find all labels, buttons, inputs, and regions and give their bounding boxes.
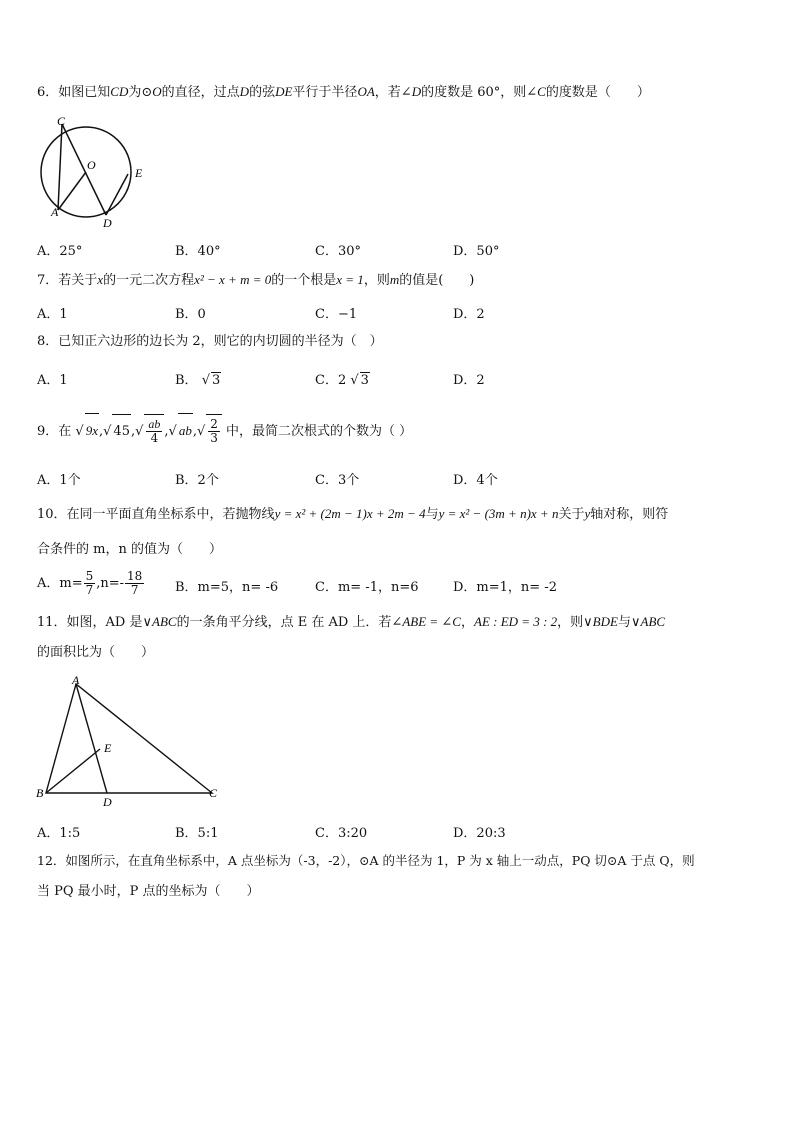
label-c: C <box>57 114 66 128</box>
q7-math: x = 1 <box>336 272 364 287</box>
q10-option-a-frac1-den: 7 <box>85 583 94 597</box>
q11-option-b[interactable]: B．5:1 <box>175 826 219 841</box>
q6-option-d[interactable]: D．50° <box>453 244 500 259</box>
q9-option-d[interactable]: D．4个 <box>453 473 498 488</box>
q6-math: ⊙O <box>141 84 162 99</box>
q10-option-a-frac2-num: 18 <box>127 569 143 583</box>
q11-option-a[interactable]: A．1:5 <box>37 826 81 841</box>
q7-stem <box>37 272 474 289</box>
q6-text: 的直径，过点 <box>161 85 240 100</box>
q8-number: 8． <box>37 334 59 349</box>
q9-option-b[interactable]: B．2个 <box>175 473 219 488</box>
q11-text: 与 <box>617 615 631 630</box>
q10-math: y <box>584 506 591 521</box>
q12-text: 如图所示，在直角坐标系中，A 点坐标为（-3，-2），⊙A 的半径为 1，P 为 x 轴上一动点，PQ 切⊙A 于点 Q，则 <box>65 853 695 868</box>
q9-options <box>37 469 757 488</box>
q11-text: ， <box>460 615 474 630</box>
segment-be <box>46 749 100 793</box>
label-a: A <box>51 205 59 219</box>
q11-option-d[interactable]: D．20:3 <box>453 826 506 841</box>
q7-option-d[interactable]: D．2 <box>453 307 485 322</box>
q11-option-c[interactable]: C．3:20 <box>315 826 368 841</box>
q6-math: ∠D <box>400 84 422 99</box>
q7-text: ，则 <box>363 273 390 288</box>
q6-stem <box>37 84 650 101</box>
q8-option-c[interactable]: C．2 √ 3 <box>315 373 369 388</box>
label-o: O <box>87 158 96 172</box>
label-e: E <box>135 166 143 180</box>
label-d: D <box>103 795 112 809</box>
q6-option-b[interactable]: B．40° <box>175 244 221 259</box>
q11-stem-line2: 的面积比为（ ） <box>37 645 155 660</box>
q10-equation-1: y = x² + (2m − 1)x + 2m − 4 <box>274 506 426 521</box>
q7-options <box>37 303 757 322</box>
q8-option-a[interactable]: A．1 <box>37 373 68 388</box>
q11-text: 的一条角平分线，点 E 在 AD 上．若 <box>176 615 392 630</box>
label-e: E <box>104 741 112 755</box>
q9-radical-4: ab <box>178 413 193 448</box>
q9-radical-5-num: 2 <box>210 417 218 431</box>
q7-text: 的一个根是 <box>271 273 337 288</box>
q6-circle-figure <box>36 112 156 230</box>
q6-text: 平行于半径 <box>292 85 358 100</box>
label-c: C <box>209 786 218 800</box>
q6-text: 的度数是（ ） <box>545 85 650 100</box>
q9-option-c[interactable]: C．3个 <box>315 473 360 488</box>
q6-text: 的弦 <box>249 85 276 100</box>
q9-radical-3-num: ab <box>148 417 161 431</box>
q9-number: 9． <box>37 424 59 439</box>
bisector-ad <box>76 684 107 793</box>
q6-text: 为 <box>128 85 142 100</box>
q9-option-a[interactable]: A．1个 <box>37 473 81 488</box>
q10-options <box>37 569 757 597</box>
q11-math: AE : ED = 3 : 2 <box>474 614 558 629</box>
q8-options <box>37 369 757 388</box>
q11-text: 如图，AD 是 <box>66 615 143 630</box>
q11-number: 11． <box>37 615 67 630</box>
q6-math: DE <box>275 84 293 99</box>
q6-text: ，若 <box>374 85 401 100</box>
q6-math: OA <box>357 84 375 99</box>
q6-math: CD <box>110 84 129 99</box>
q10-option-b[interactable]: B．m=5，n= -6 <box>175 580 279 595</box>
q10-option-a[interactable] <box>37 570 145 597</box>
label-d: D <box>103 216 112 230</box>
q8-text: 已知正六边形的边长为 2，则它的内切圆的半径为（ ） <box>58 334 383 349</box>
q10-text: 轴对称，则符 <box>590 507 669 522</box>
q9-stem: 9．在 √ 9x,√ 45,√ $\frac{ab}{4}$ ,√ ab,√ $\frac{2}{3}$ 中，最简二次根式的个数为（ ） <box>37 413 412 449</box>
q7-text: 的一元二次方程 <box>103 273 195 288</box>
q6-option-c[interactable]: C．30° <box>315 244 361 259</box>
q6-text: 如图已知 <box>58 85 111 100</box>
q8-option-c-label: C．2 <box>315 373 347 388</box>
q6-number: 6． <box>37 85 59 100</box>
q7-option-b[interactable]: B．0 <box>175 307 206 322</box>
q7-text: 若关于 <box>58 273 98 288</box>
q10-text: 在同一平面直角坐标系中，若抛物线 <box>66 507 275 522</box>
q10-option-d[interactable]: D．m=1，n= -2 <box>453 580 557 595</box>
triangle-abc <box>46 684 212 793</box>
q10-number: 10． <box>37 507 67 522</box>
q7-text: 的值是( ) <box>399 273 475 288</box>
q10-option-c[interactable]: C．m= -1，n=6 <box>315 580 419 595</box>
q8-option-b-label: B． <box>175 373 198 388</box>
q12-stem <box>37 853 695 869</box>
q8-option-c-radicand: 3 <box>360 373 369 388</box>
q10-stem <box>37 506 668 523</box>
q11-math: ∨BDE <box>583 614 618 629</box>
q11-math: ∨ABC <box>142 614 177 629</box>
q7-math: m <box>389 272 400 287</box>
q8-option-d[interactable]: D．2 <box>453 373 485 388</box>
q8-stem <box>37 334 383 350</box>
q9-text: 中，最简二次根式的个数为（ ） <box>226 424 413 439</box>
q10-option-a-frac1-num: 5 <box>85 569 94 583</box>
q7-option-c[interactable]: C．−1 <box>315 307 358 322</box>
q10-option-a-frac2-den: 7 <box>130 583 139 597</box>
q12-stem-line2: 当 PQ 最小时，P 点的坐标为（ ） <box>37 884 260 899</box>
q11-math: ∨ABC <box>630 614 666 629</box>
q12-number: 12． <box>37 853 66 868</box>
q11-options <box>37 822 757 841</box>
q11-stem <box>37 614 665 631</box>
q10-text: 与 <box>425 507 439 522</box>
q10-option-a-label: A．m= <box>37 576 83 591</box>
q6-options <box>37 240 757 259</box>
label-b: B <box>36 786 44 800</box>
q9-text: 在 <box>58 424 72 439</box>
q10-stem-line2: 合条件的 m，n 的值为（ ） <box>37 542 222 557</box>
q9-radical-5-den: 3 <box>210 431 218 445</box>
q11-triangle-figure <box>34 672 234 812</box>
q11-math: ∠ABE = ∠C <box>391 614 461 629</box>
q6-option-a[interactable]: A．25° <box>37 244 83 259</box>
q7-math: x <box>97 272 104 287</box>
q10-option-a-mid: ,n=- <box>96 576 125 591</box>
q6-math: ∠C <box>526 84 546 99</box>
radius-oa <box>58 172 86 210</box>
q11-text: ，则 <box>557 615 584 630</box>
q7-equation: x² − x + m = 0 <box>194 272 272 287</box>
label-a: A <box>72 673 80 687</box>
q8-option-b-radicand: 3 <box>211 373 221 388</box>
q10-text: 关于 <box>558 507 585 522</box>
q10-equation-2: y = x² − (3m + n)x + n <box>438 506 559 521</box>
q9-radical-1: 9x <box>85 413 99 448</box>
q8-option-b[interactable]: B． √ 3 <box>175 373 221 388</box>
q7-option-a[interactable]: A．1 <box>37 307 68 322</box>
q6-math: D <box>239 84 250 99</box>
q6-text: 的度数是 60°，则 <box>421 85 527 100</box>
q7-number: 7． <box>37 273 59 288</box>
diameter-cd <box>62 124 106 215</box>
q9-radical-3-den: 4 <box>150 431 159 445</box>
q9-radical-2: 45 <box>112 414 131 449</box>
